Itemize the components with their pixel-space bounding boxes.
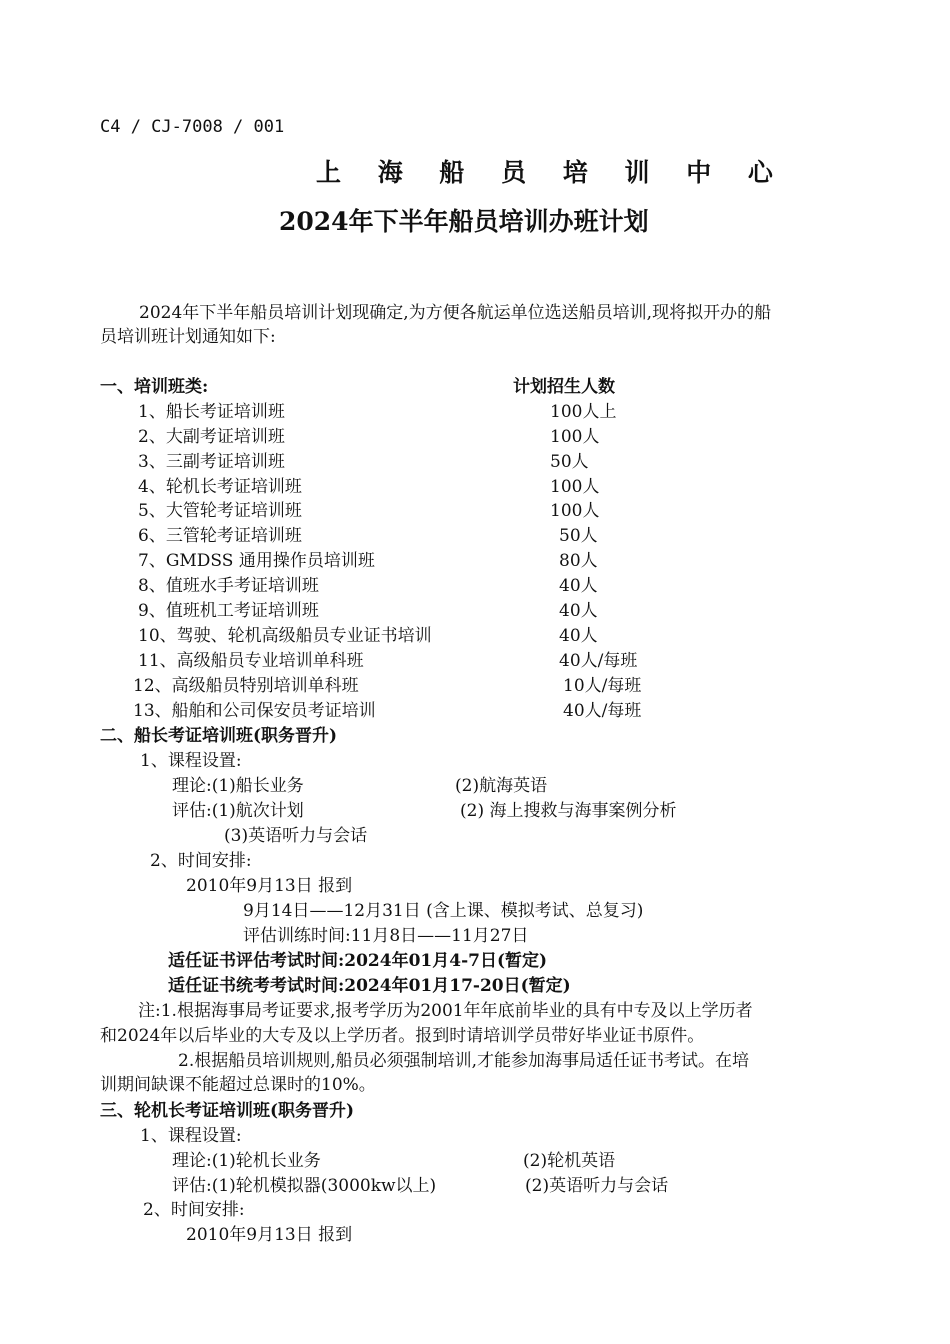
class-count: 40人/每班 <box>559 651 638 671</box>
class-count: 100人 <box>550 501 600 521</box>
class-count: 80人 <box>559 551 598 571</box>
class-name: 6、三管轮考证培训班 <box>138 526 302 546</box>
class-name: 10、驾驶、轮机高级船员专业证书培训 <box>138 626 432 646</box>
class-name: 9、值班机工考证培训班 <box>138 601 319 621</box>
class-count: 100人上 <box>550 402 617 422</box>
report-date: 2010年9月13日 报到 <box>186 876 353 896</box>
count-heading: 计划招生人数 <box>513 377 615 397</box>
class-count: 40人 <box>559 576 598 596</box>
course-period: 9月14日——12月31日 (含上课、模拟考试、总复习) <box>243 901 644 921</box>
page-subtitle: 2024年下半年船员培训办班计划 <box>279 207 649 236</box>
assessment-courses: 评估:(1)轮机模拟器(3000kw以上) <box>172 1176 437 1196</box>
doc-code: C4 / CJ-7008 / 001 <box>100 117 285 137</box>
intro-line-2: 员培训班计划通知如下: <box>100 327 276 347</box>
exam-time-2: 适任证书统考考试时间:2024年01月17-20日(暂定) <box>168 976 571 996</box>
note-1b: 和2024年以后毕业的大专及以上学历者。报到时请培训学员带好毕业证书原件。 <box>100 1026 705 1046</box>
class-count: 100人 <box>550 477 600 497</box>
class-count: 50人 <box>559 526 598 546</box>
class-name: 8、值班水手考证培训班 <box>138 576 319 596</box>
intro-line-1: 2024年下半年船员培训计划现确定,为方便各航运单位选送船员培训,现将拟开办的船 <box>139 303 772 323</box>
class-count: 10人/每班 <box>563 676 642 696</box>
class-count: 40人 <box>559 601 598 621</box>
assessment-courses-2: (2) 海上搜救与海事案例分析 <box>460 801 677 821</box>
assessment-courses-3: (3)英语听力与会话 <box>224 826 368 846</box>
section2-heading: 二、船长考证培训班(职务晋升) <box>100 726 338 746</box>
class-name: 11、高级船员专业培训单科班 <box>138 651 364 671</box>
course-label: 1、课程设置: <box>140 751 242 771</box>
theory-courses-2: (2)轮机英语 <box>523 1151 616 1171</box>
class-name: 3、三副考证培训班 <box>138 452 285 472</box>
class-name: 7、GMDSS 通用操作员培训班 <box>138 551 375 571</box>
theory-courses: 理论:(1)船长业务 <box>172 776 304 796</box>
theory-courses-2: (2)航海英语 <box>455 776 548 796</box>
course-label: 1、课程设置: <box>140 1126 242 1146</box>
report-date: 2010年9月13日 报到 <box>186 1225 353 1245</box>
class-name: 5、大管轮考证培训班 <box>138 501 302 521</box>
note-2a: 2.根据船员培训规则,船员必须强制培训,才能参加海事局适任证书考试。在培 <box>178 1051 750 1071</box>
assessment-courses: 评估:(1)航次计划 <box>172 801 304 821</box>
class-name: 12、高级船员特别培训单科班 <box>133 676 359 696</box>
exam-time-1: 适任证书评估考试时间:2024年01月4-7日(暂定) <box>168 951 548 971</box>
class-name: 4、轮机长考证培训班 <box>138 477 302 497</box>
time-label: 2、时间安排: <box>143 1200 245 1220</box>
class-count: 100人 <box>550 427 600 447</box>
class-count: 50人 <box>550 452 589 472</box>
time-label: 2、时间安排: <box>150 851 252 871</box>
page-title: 上 海 船 员 培 训 中 心 <box>316 158 787 187</box>
class-name: 2、大副考证培训班 <box>138 427 285 447</box>
note-1a: 注:1.根据海事局考证要求,报考学历为2001年年底前毕业的具有中专及以上学历者 <box>138 1001 753 1021</box>
class-count: 40人 <box>559 626 598 646</box>
note-2b: 训期间缺课不能超过总课时的10%。 <box>100 1075 376 1095</box>
theory-courses: 理论:(1)轮机长业务 <box>172 1151 321 1171</box>
class-name: 1、船长考证培训班 <box>138 402 285 422</box>
class-name: 13、船舶和公司保安员考证培训 <box>133 701 376 721</box>
section1-heading: 一、培训班类: <box>100 377 209 397</box>
assessment-courses-2: (2)英语听力与会话 <box>525 1176 669 1196</box>
class-count: 40人/每班 <box>563 701 642 721</box>
eval-period: 评估训练时间:11月8日——11月27日 <box>243 926 529 946</box>
section3-heading: 三、轮机长考证培训班(职务晋升) <box>100 1101 355 1121</box>
